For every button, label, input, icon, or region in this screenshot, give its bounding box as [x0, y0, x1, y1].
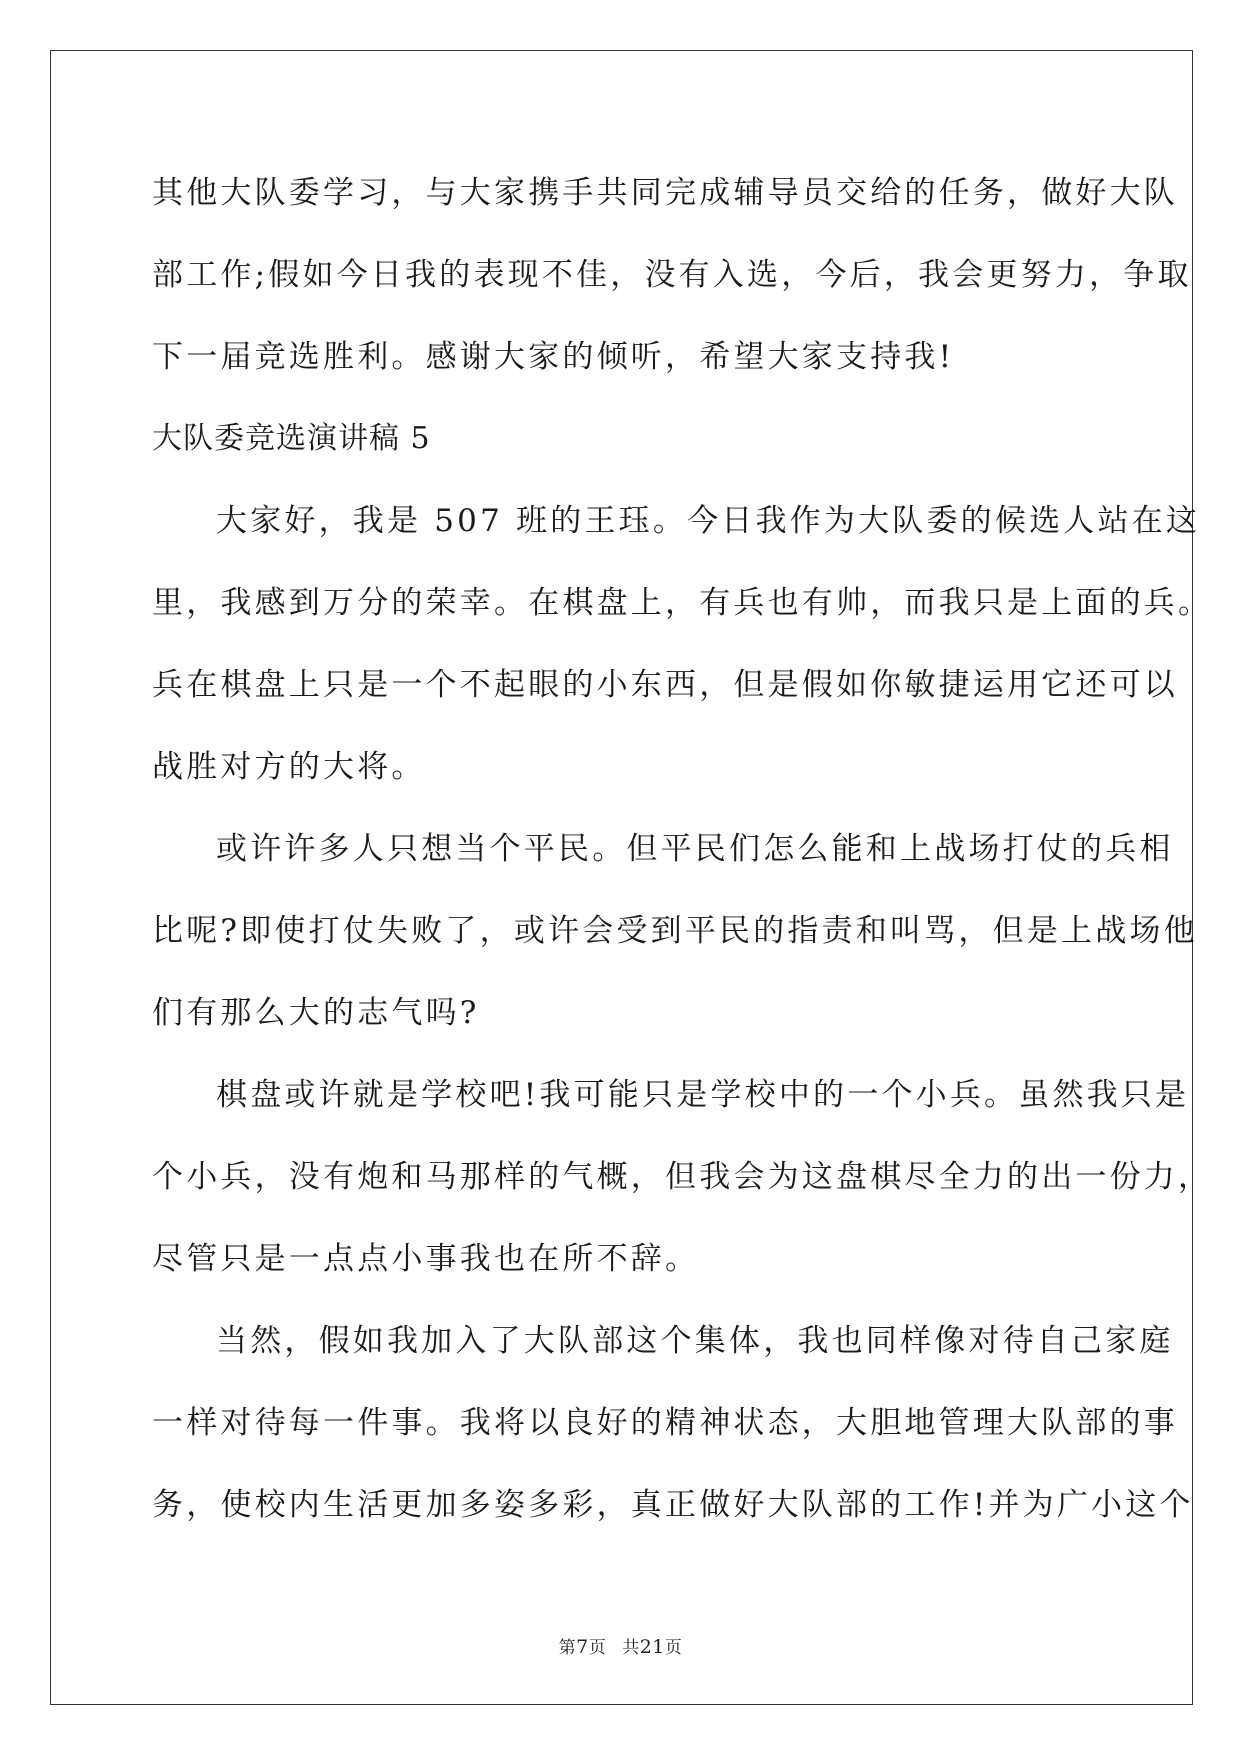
page-footer	[0, 1633, 1241, 1658]
text-line: 下一届竞选胜利。感谢大家的倾听，希望大家支持我!	[152, 339, 955, 375]
page-prefix: 第	[558, 1638, 577, 1658]
text-line: 们有那么大的志气吗?	[152, 995, 480, 1031]
text-line: 里，我感到万分的荣幸。在棋盘上，有兵也有帅，而我只是上面的兵。	[152, 585, 1213, 621]
section-heading: 大队委竞选演讲稿 5	[152, 421, 431, 456]
text-line: 尽管只是一点点小事我也在所不辞。	[152, 1241, 700, 1277]
text-line: 务，使校内生活更加多姿多彩，真正做好大队部的工作!并为广小这个	[152, 1487, 1194, 1523]
text-line: 个小兵，没有炮和马那样的气概，但我会为这盘棋尽全力的出一份力，	[152, 1159, 1213, 1195]
text-line: 棋盘或许就是学校吧!我可能只是学校中的一个小兵。虽然我只是	[216, 1077, 1190, 1113]
text-line: 兵在棋盘上只是一个不起眼的小东西，但是假如你敏捷运用它还可以	[152, 667, 1178, 703]
total-pages: 21	[639, 1636, 665, 1658]
total-prefix: 共	[622, 1638, 640, 1658]
total-suffix: 页	[664, 1638, 683, 1658]
text-line: 或许许多人只想当个平民。但平民们怎么能和上战场打仗的兵相	[216, 831, 1174, 867]
text-line: 部工作;假如今日我的表现不佳，没有入选，今后，我会更努力，争取	[152, 257, 1192, 293]
document-body	[152, 164, 1213, 1558]
text-line: 大家好，我是 507 班的王珏。今日我作为大队委的候选人站在这	[216, 503, 1201, 539]
text-line: 其他大队委学习，与大家携手共同完成辅导员交给的任务，做好大队	[152, 175, 1178, 211]
text-line: 比呢?即使打仗失败了，或许会受到平民的指责和叫骂，但是上战场他	[152, 913, 1198, 949]
text-line: 当然，假如我加入了大队部这个集体，我也同样像对待自己家庭	[216, 1323, 1174, 1359]
page-suffix: 页	[588, 1638, 607, 1658]
text-line: 战胜对方的大将。	[152, 749, 426, 785]
page-number: 7	[576, 1636, 589, 1658]
text-line: 一样对待每一件事。我将以良好的精神状态，大胆地管理大队部的事	[152, 1405, 1178, 1441]
